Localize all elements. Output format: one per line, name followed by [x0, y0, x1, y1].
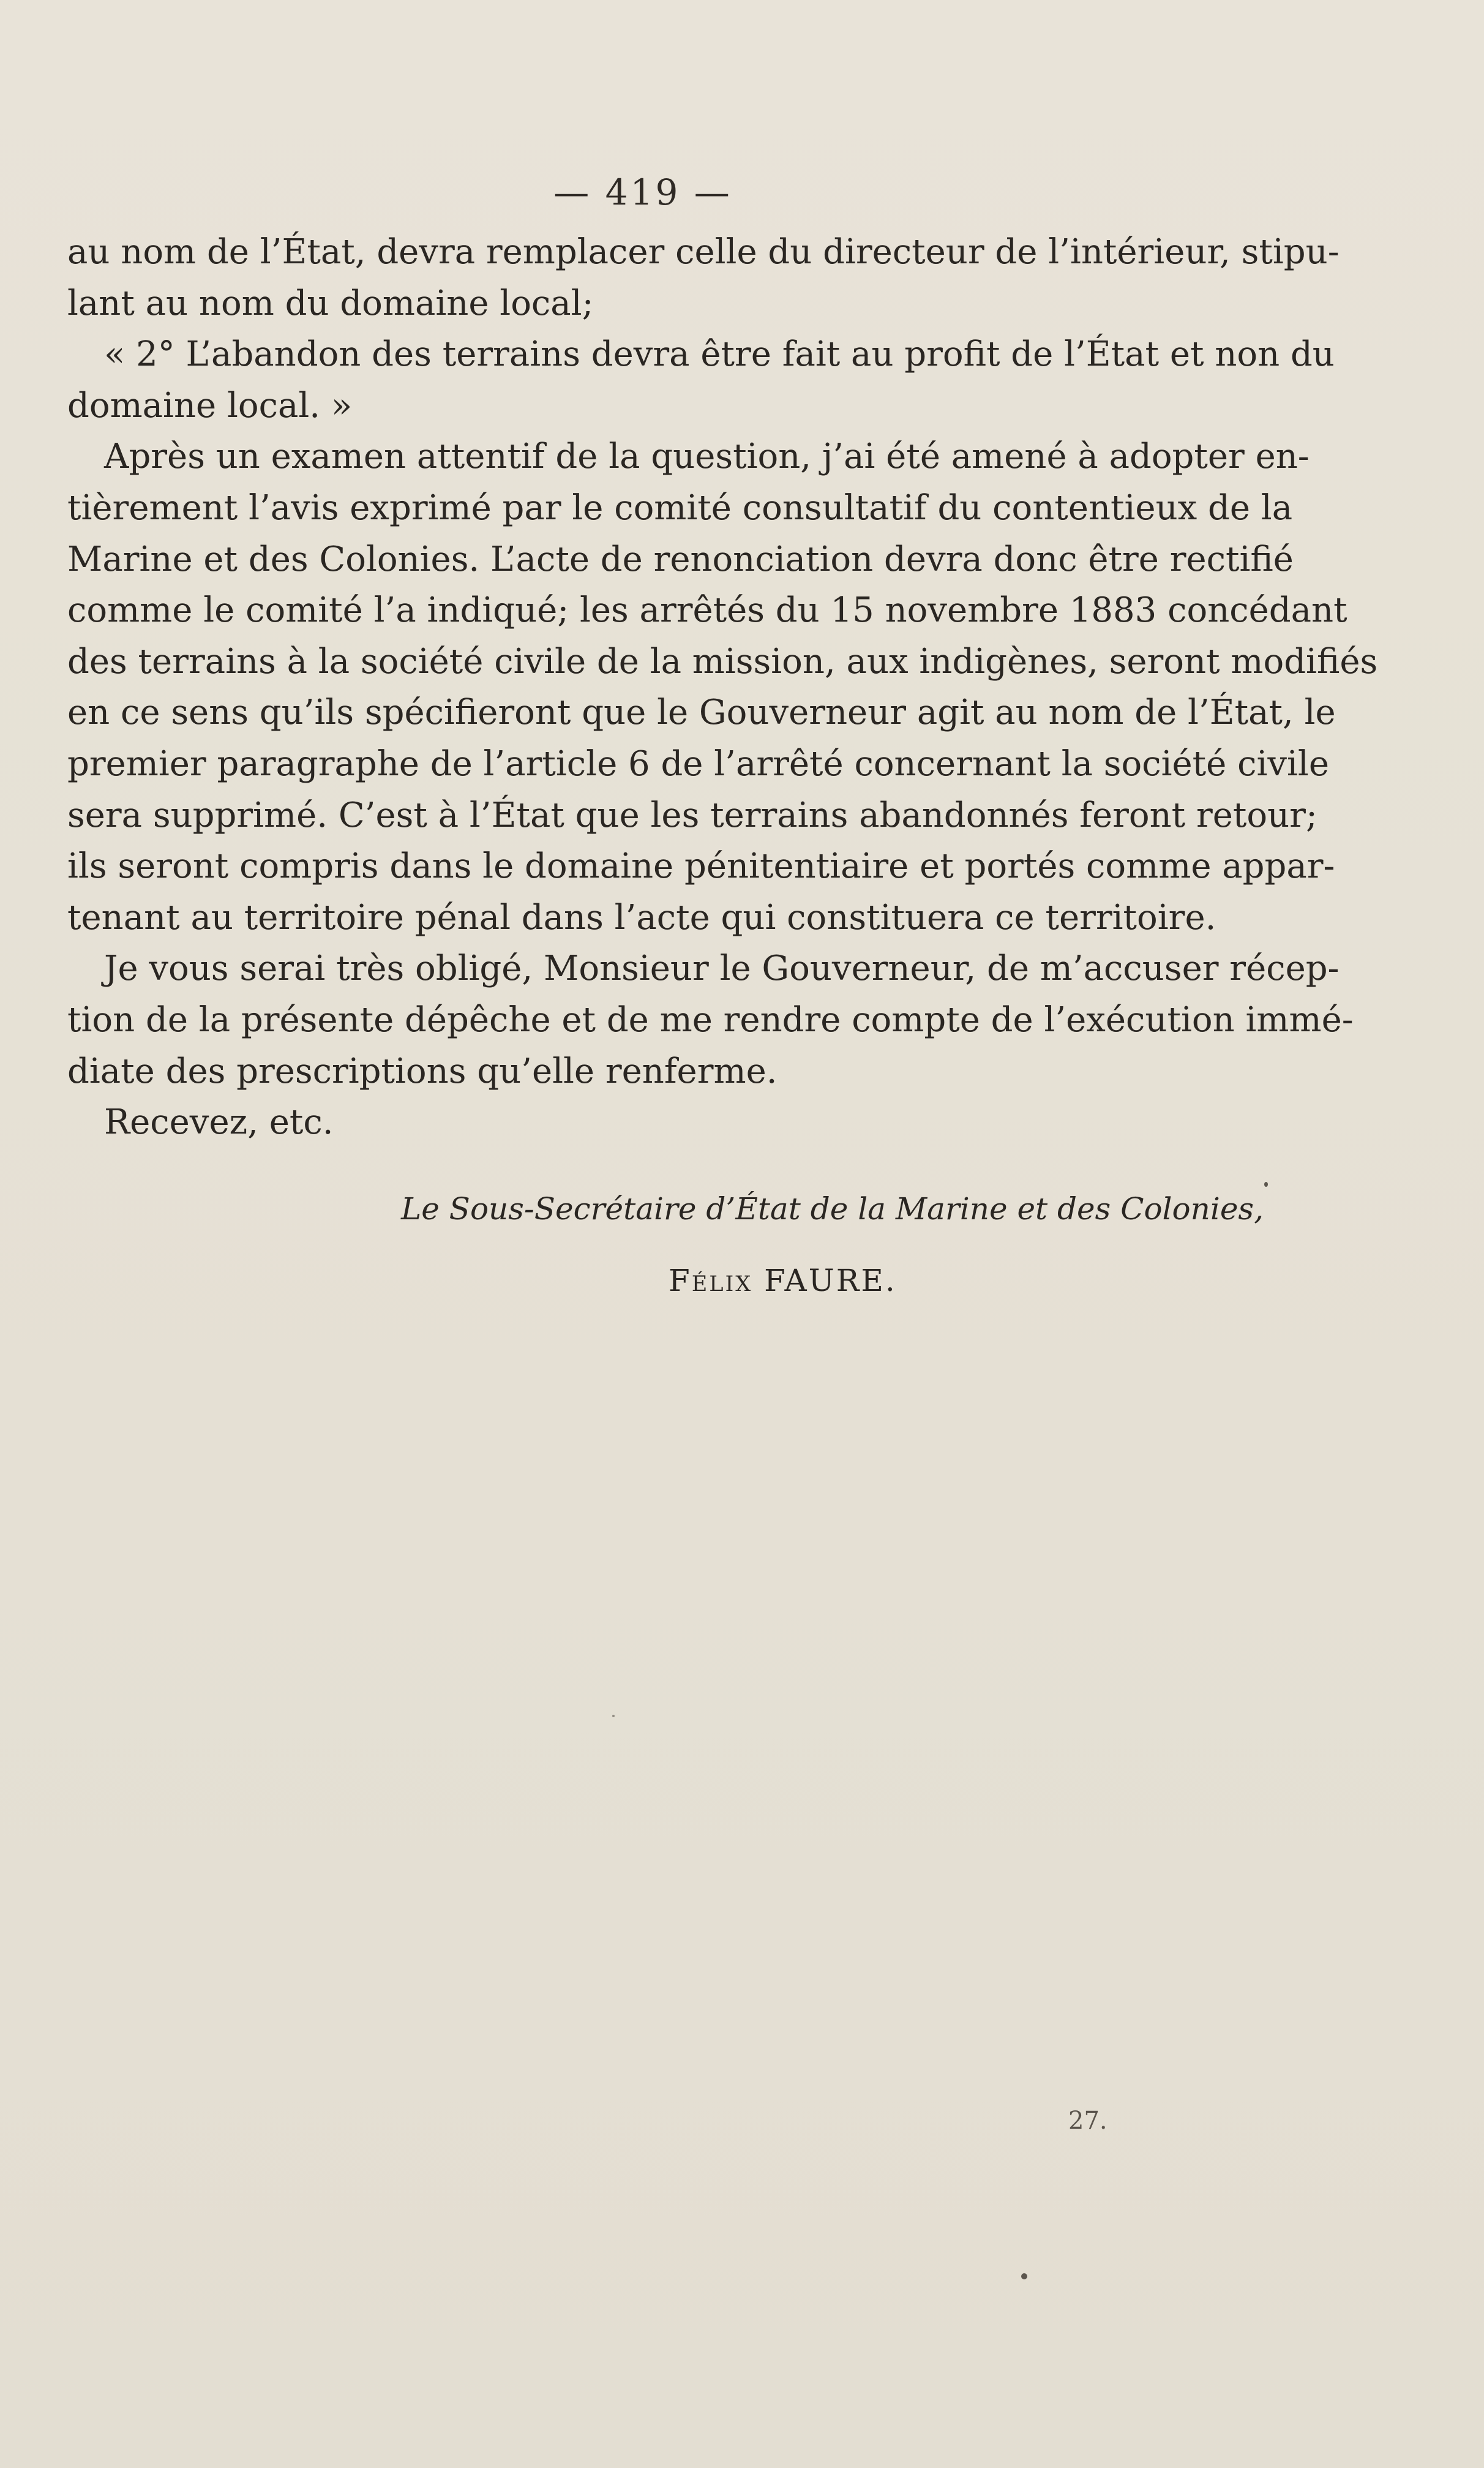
paper-speck — [1264, 1182, 1268, 1187]
signature-mark: 27. — [1068, 2107, 1107, 2135]
text-line: comme le comité l’a indiqué; les arrêtés du 15 novembre 1883 concédant — [67, 590, 1347, 631]
text-line: tièrement l’avis exprimé par le comité consultatif du contentieux de la — [67, 487, 1293, 528]
text-line: diate des prescriptions qu’elle renferme. — [67, 1051, 778, 1091]
signature-name — [669, 1263, 897, 1298]
text-line: en ce sens qu’ils spécifieront que le Gouverneur agit au nom de l’État, le — [67, 693, 1336, 733]
text-line: des terrains à la société civile de la mission, aux indigènes, seront modifiés — [67, 641, 1378, 682]
text-line: tenant au territoire pénal dans l’acte qui constituera ce territoire. — [67, 897, 1216, 938]
signature-first-name: Félix — [669, 1263, 753, 1298]
text-line: « 2° L’abandon des terrains devra être fait au profit de l’État et non du — [104, 334, 1335, 375]
signature-last-name: FAURE. — [764, 1263, 897, 1298]
text-line: Je vous serai très obligé, Monsieur le Gouverneur, de m’accuser récep- — [104, 949, 1340, 989]
text-line: au nom de l’État, devra remplacer celle du directeur de l’intérieur, stipu- — [67, 232, 1340, 272]
text-line: Après un examen attentif de la question, j’ai été amené à adopter en- — [104, 437, 1310, 477]
text-line: Recevez, etc. — [104, 1102, 334, 1143]
text-line: tion de la présente dépêche et de me rendre compte de l’exécution immé- — [67, 999, 1354, 1040]
text-line: lant au nom du domaine local; — [67, 283, 594, 323]
paper-speck — [612, 1715, 615, 1717]
body-text — [67, 227, 1378, 1148]
text-line: premier paragraphe de l’article 6 de l’arrêté concernant la société civile — [67, 743, 1329, 784]
text-line: sera supprimé. C’est à l’État que les terrains abandonnés feront retour; — [67, 795, 1317, 835]
text-line: domaine local. » — [67, 385, 353, 426]
text-line: Marine et des Colonies. L’acte de renonciation devra donc être rectifié — [67, 539, 1294, 579]
text-line: ils seront compris dans le domaine pénitentiaire et portés comme appar- — [67, 846, 1335, 887]
page-number: — 419 — — [553, 171, 732, 213]
signature-title: Le Sous-Secrétaire d’État de la Marine et des Colonies, — [401, 1191, 1264, 1227]
paper-speck — [1021, 2273, 1027, 2279]
